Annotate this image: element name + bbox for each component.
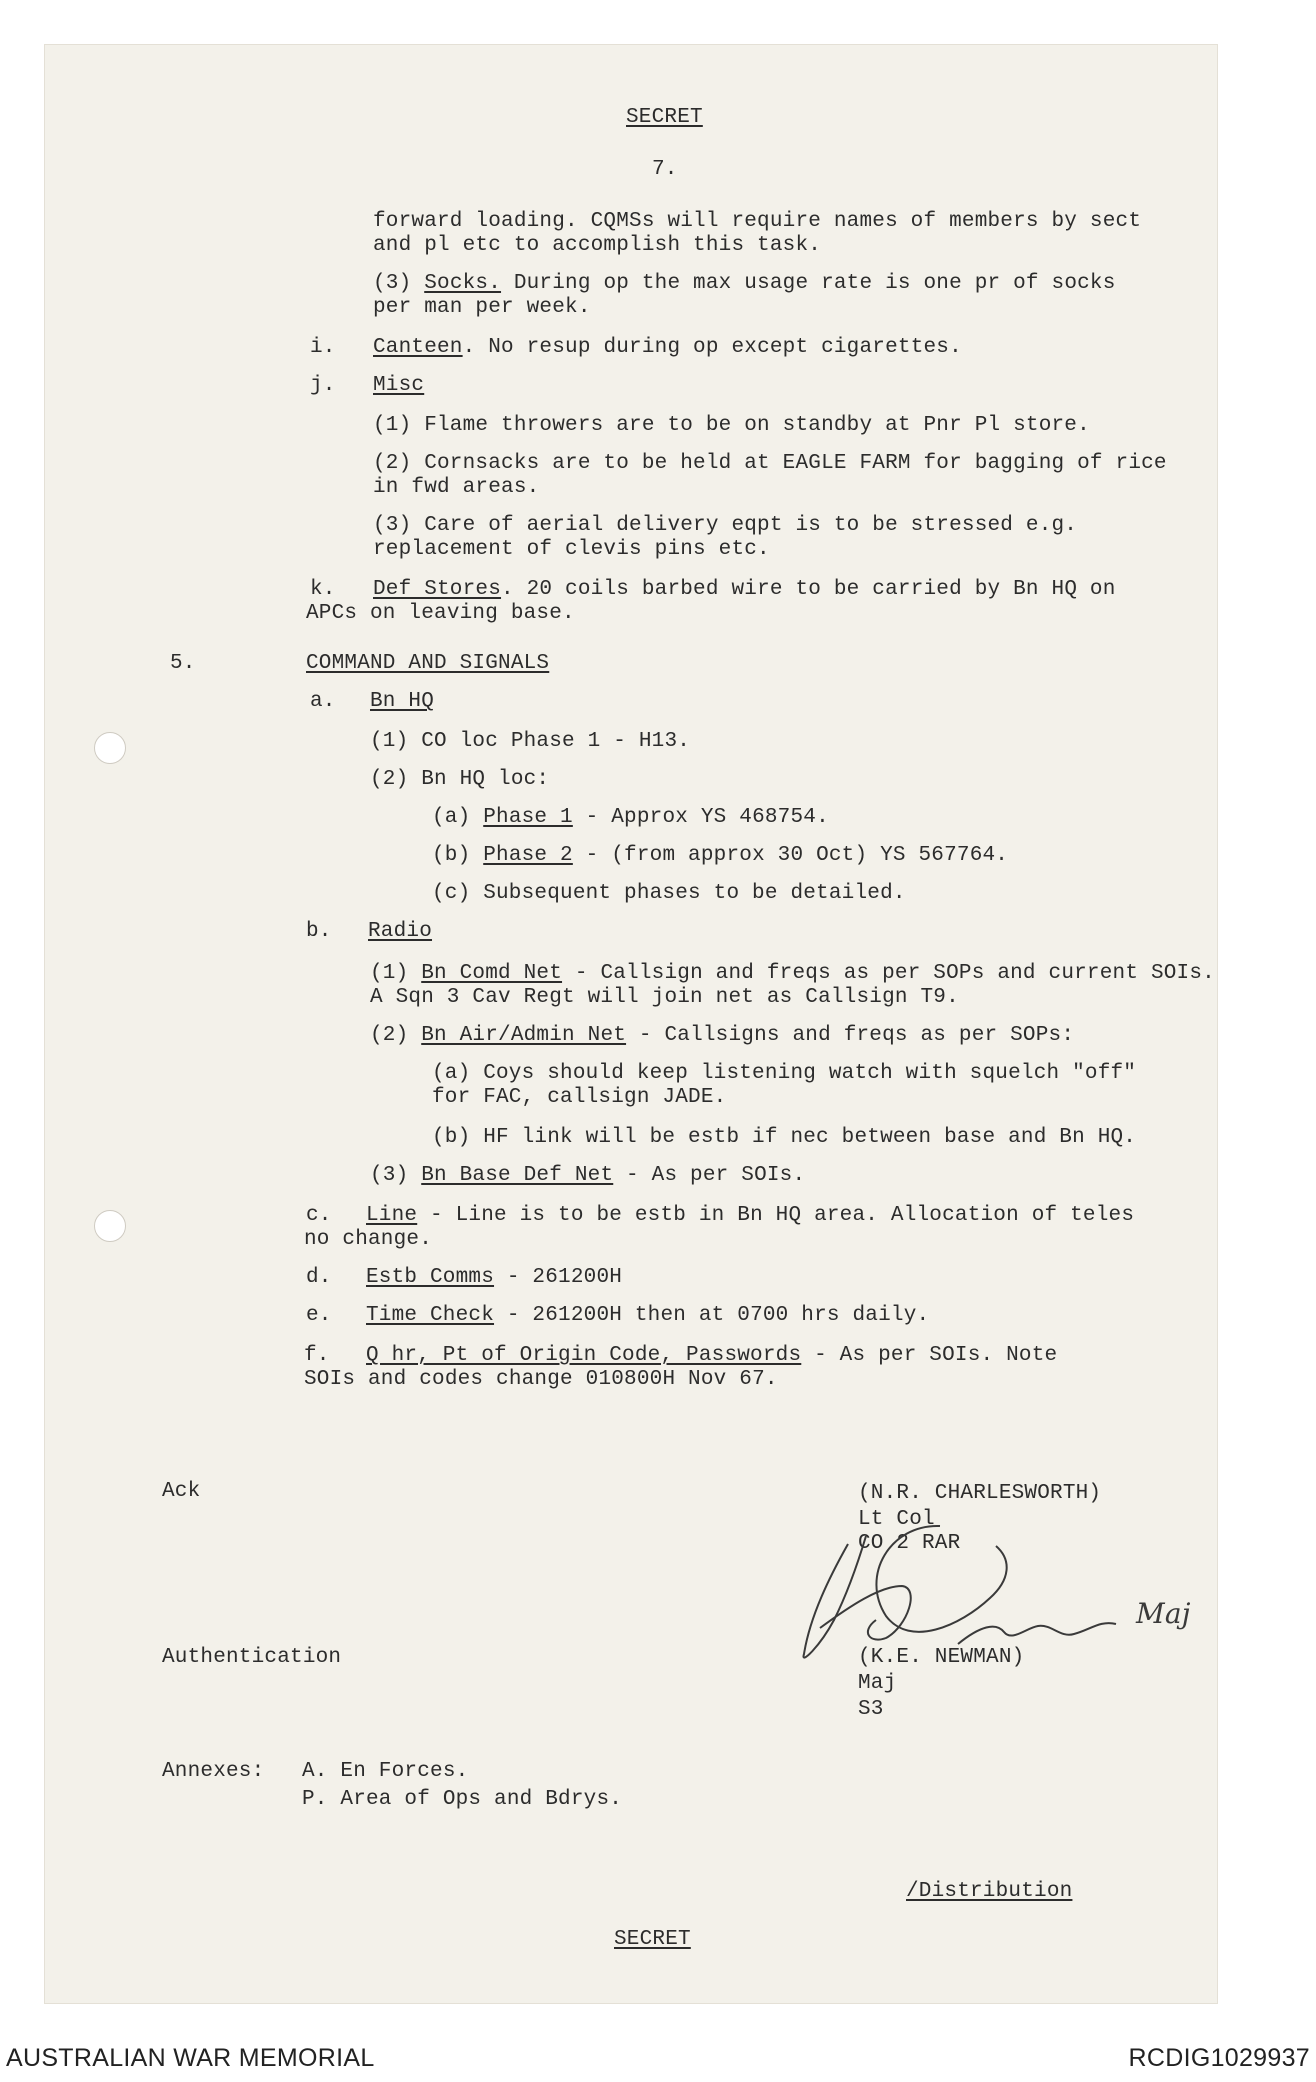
subpara-socks: (3) Socks. During op the max usage rate is one pr of socks: [373, 272, 1116, 295]
archive-source-label: AUSTRALIAN WAR MEMORIAL: [6, 2044, 375, 2072]
para-letter: k.: [310, 578, 336, 601]
para-q-hr: Q hr, Pt of Origin Code, Passwords - As per SOIs. Note: [366, 1344, 1058, 1367]
annex-a: A. En Forces.: [302, 1760, 469, 1783]
subpara-air-admin-net: (2) Bn Air/Admin Net - Callsigns and freqs as per SOPs:: [370, 1024, 1075, 1047]
text-line: (2) Cornsacks are to be held at EAGLE FARM for bagging of rice: [373, 452, 1167, 475]
text-line: (2) Bn HQ loc:: [370, 768, 550, 791]
punch-hole: [94, 732, 126, 764]
signatory-appointment-1: CO 2 RAR: [858, 1532, 961, 1555]
text-line: and pl etc to accomplish this task.: [373, 234, 822, 257]
text-line: for FAC, callsign JADE.: [432, 1086, 727, 1109]
signatory-name-2: (K.E. NEWMAN): [858, 1646, 1025, 1669]
para-letter: e.: [306, 1304, 332, 1327]
text-line: forward loading. CQMSs will require names of members by sect: [373, 210, 1142, 233]
text-line: no change.: [304, 1228, 433, 1251]
para-letter: c.: [306, 1204, 332, 1227]
subpara-phase-2: (b) Phase 2 - (from approx 30 Oct) YS 567764.: [432, 844, 1009, 867]
para-letter: b.: [306, 920, 332, 943]
subpara-phase-1: (a) Phase 1 - Approx YS 468754.: [432, 806, 829, 829]
signatory-rank-2: Maj: [858, 1672, 897, 1695]
handwritten-signature: [790, 1516, 1210, 1666]
punch-hole: [94, 1210, 126, 1242]
authentication-label: Authentication: [162, 1646, 342, 1669]
para-def-stores: Def Stores. 20 coils barbed wire to be carried by Bn HQ on: [373, 578, 1116, 601]
distribution-continuation: /Distribution: [906, 1880, 1073, 1903]
text-line: (c) Subsequent phases to be detailed.: [432, 882, 906, 905]
para-letter: f.: [304, 1344, 330, 1367]
text-line: SOIs and codes change 010800H Nov 67.: [304, 1368, 778, 1391]
classification-header: SECRET: [626, 106, 703, 129]
annex-b: P. Area of Ops and Bdrys.: [302, 1788, 623, 1811]
para-letter: i.: [310, 336, 336, 359]
para-time-check: Time Check - 261200H then at 0700 hrs daily.: [366, 1304, 930, 1327]
para-line: Line - Line is to be estb in Bn HQ area. Allocation of teles: [366, 1204, 1135, 1227]
para-number: 5.: [170, 652, 196, 675]
signatory-appointment-2: S3: [858, 1698, 884, 1721]
para-letter: d.: [306, 1266, 332, 1289]
ack-label: Ack: [162, 1480, 201, 1503]
para-bn-hq-heading: Bn HQ: [370, 690, 435, 713]
text-line: (a) Coys should keep listening watch with squelch "off": [432, 1062, 1137, 1085]
para-radio-heading: Radio: [368, 920, 433, 943]
para-letter: a.: [310, 690, 336, 713]
text-line: A Sqn 3 Cav Regt will join net as Callsign T9.: [370, 986, 959, 1009]
signatory-rank-1: Lt Col: [858, 1508, 935, 1531]
text-line: in fwd areas.: [373, 476, 540, 499]
signature-rank-text: Maj: [1136, 1597, 1191, 1630]
annexes-label: Annexes:: [162, 1760, 265, 1783]
para-canteen: Canteen. No resup during op except cigarettes.: [373, 336, 962, 359]
text-line: (b) HF link will be estb if nec between base and Bn HQ.: [432, 1126, 1137, 1149]
para-estb-comms: Estb Comms - 261200H: [366, 1266, 623, 1289]
archive-reference-id: RCDIG1029937: [1128, 2044, 1310, 2072]
classification-footer: SECRET: [614, 1928, 691, 1951]
page-number: 7.: [652, 158, 678, 181]
para-misc-heading: Misc: [373, 374, 425, 397]
text-line: (1) Flame throwers are to be on standby at Pnr Pl store.: [373, 414, 1090, 437]
subpara-base-def-net: (3) Bn Base Def Net - As per SOIs.: [370, 1164, 806, 1187]
text-line: (1) CO loc Phase 1 - H13.: [370, 730, 691, 753]
text-line: replacement of clevis pins etc.: [373, 538, 770, 561]
text-line: per man per week.: [373, 296, 591, 319]
para-letter: j.: [310, 374, 336, 397]
subpara-comd-net: (1) Bn Comd Net - Callsign and freqs as per SOPs and current SOIs.: [370, 962, 1215, 985]
signatory-name-1: (N.R. CHARLESWORTH): [858, 1482, 1102, 1505]
section-heading: COMMAND AND SIGNALS: [306, 652, 550, 675]
text-line: APCs on leaving base.: [306, 602, 575, 625]
text-line: (3) Care of aerial delivery eqpt is to be stressed e.g.: [373, 514, 1078, 537]
